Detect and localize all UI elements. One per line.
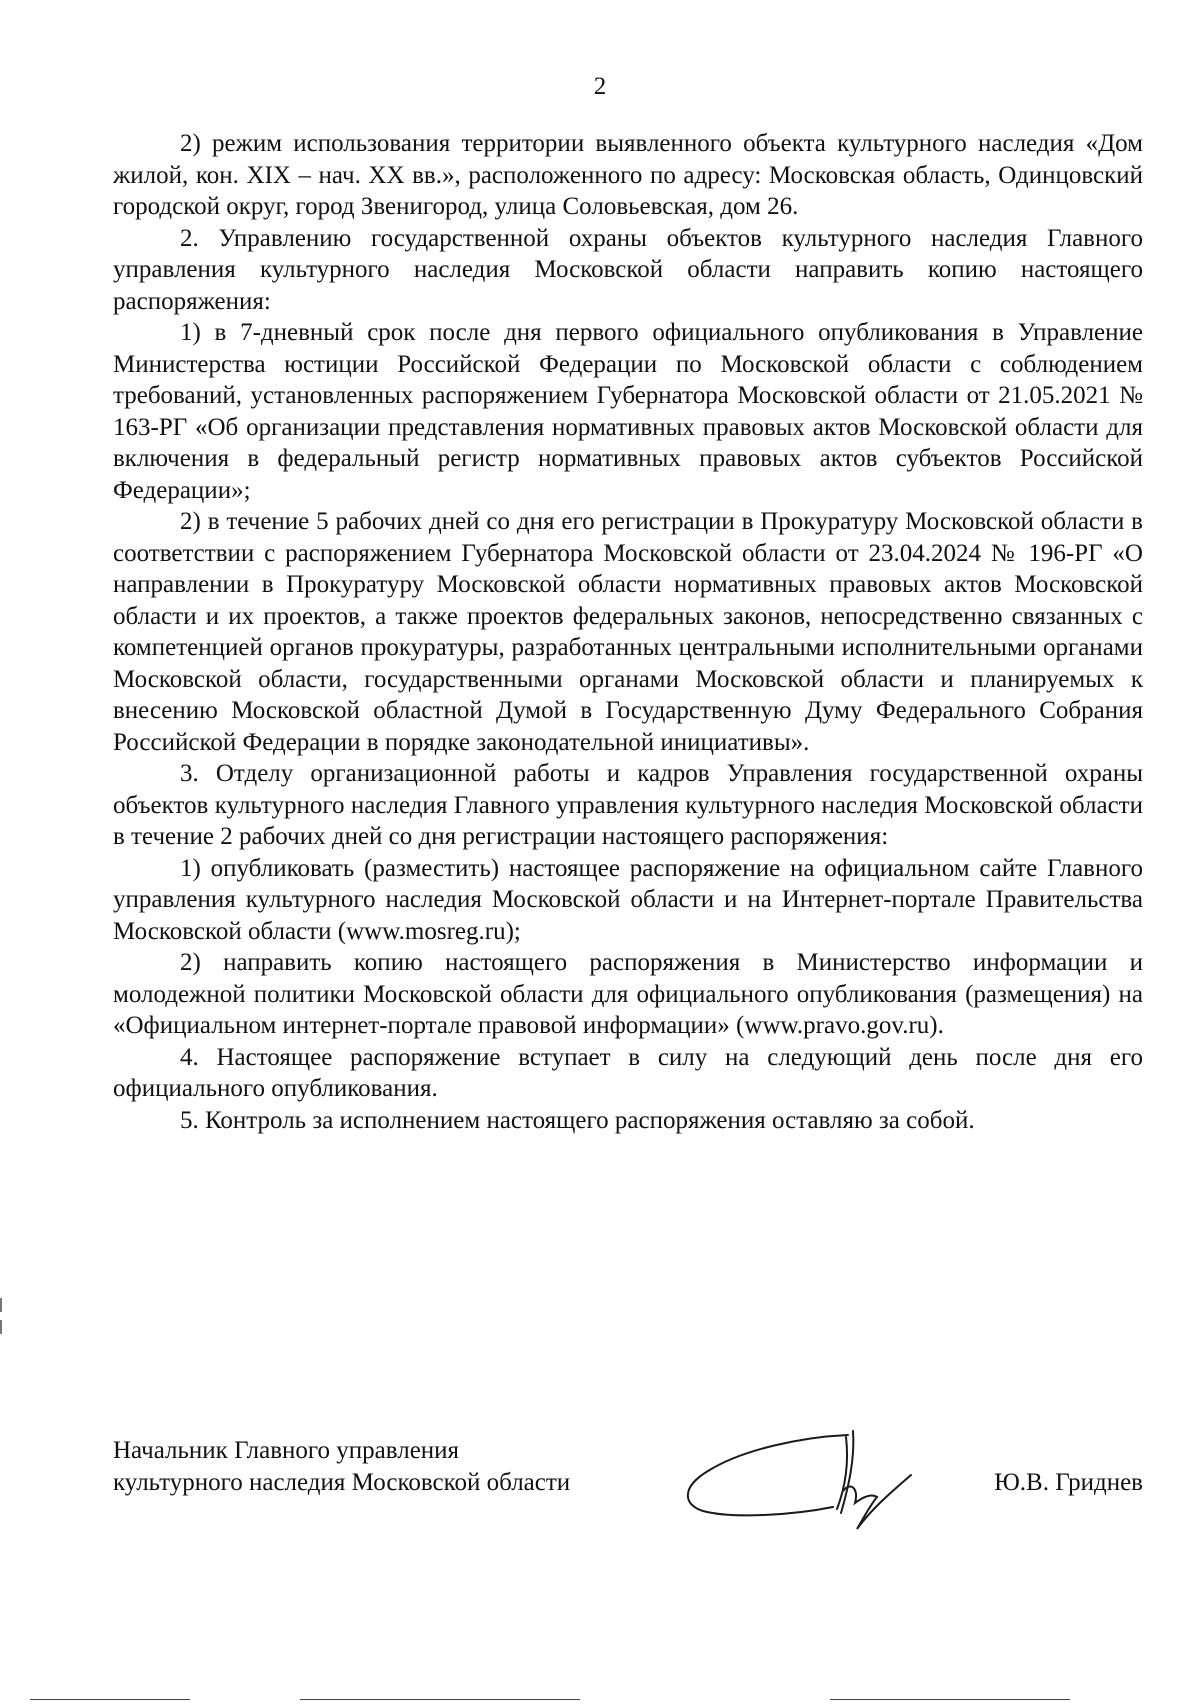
paragraph-clause-2-2: 2) в течение 5 рабочих дней со дня его регистрации в Прокуратуру Московской области в соответствии с распоряжением Губернатора Московской области от 23.04.2024 № 196-РГ «О направлении в Прокуратуру Московской области нормативных правовых актов Московской области и их проектов, а также проектов федеральных законов, непосредственно связанных с компетенцией органов прокуратуры, разработанных центральными исполнительными органами Московской области, государственными органами Московской области и планируемых к внесению Московской областной Думой в Государственную Думу Федерального Собрания Российской Федерации в порядке законодательной инициативы». xyxy=(113,508,1143,756)
signatory-position xyxy=(113,1435,570,1499)
paragraph-clause-3-2: 2) направить копию настоящего распоряжения в Министерство информации и молодежной политики Московской области для официального опубликования (размещения) на «Официальном интернет-портале правовой информации» (www.pravo.gov.ru). xyxy=(113,949,1143,1039)
paragraph-clause-2: 2. Управлению государственной охраны объектов культурного наследия Главного управления культурного наследия Московской области направить копию настоящего распоряжения: xyxy=(113,224,1143,315)
signatory-position-line-1: Начальник Главного управления xyxy=(113,1437,460,1464)
signature-vertical-stroke xyxy=(837,1431,853,1513)
footer-rule-center xyxy=(300,1699,580,1700)
paragraph-clause-4: 4. Настоящее распоряжение вступает в силу на следующий день после дня его официального опубликования. xyxy=(113,1043,1143,1102)
handwritten-signature xyxy=(673,1423,933,1543)
footer-rule-left xyxy=(30,1699,190,1700)
paragraph-clause-3-1: 1) опубликовать (разместить) настоящее распоряжение на официальном сайте Главного управления культурного наследия Московской области и на Интернет-портале Правительства Московской области (www.mosreg.ru); xyxy=(113,854,1143,945)
signature-loop-stroke xyxy=(688,1435,848,1515)
signature-tail-stroke xyxy=(843,1475,911,1529)
paragraph-clause-2-1: 1) в 7-дневный срок после дня первого официального опубликования в Управление Министерства юстиции Российской Федерации по Московской области с соблюдением требований, установленных распоряжением Губернатора Московской области от 21.05.2021 № 163-РГ «Об организации представления нормативных правовых актов Московской области для включения в федеральный регистр нормативных правовых актов субъектов Российской Федерации»; xyxy=(113,319,1143,504)
paragraph-clause-5: 5. Контроль за исполнением настоящего распоряжения оставляю за собой. xyxy=(180,1106,975,1134)
document-body xyxy=(113,128,1143,1136)
margin-tick-mark xyxy=(0,1320,2,1334)
signatory-position-line-2: культурного наследия Московской области xyxy=(113,1469,571,1496)
paragraph-territory-regime: 2) режим использования территории выявленного объекта культурного наследия «Дом жилой, кон. XIX – нач. XX вв.», расположенного по адресу: Московская область, Одинцовский городской округ, город Звенигород, улица Соловьевская, дом 26. xyxy=(113,130,1143,220)
signature-block xyxy=(113,1435,1143,1555)
page-number: 2 xyxy=(593,73,607,100)
footer-rule-right xyxy=(830,1699,1070,1700)
signatory-name: Ю.В. Гриднев xyxy=(994,1469,1143,1496)
margin-tick-mark xyxy=(0,1298,2,1312)
paragraph-clause-3: 3. Отделу организационной работы и кадров Управления государственной охраны объектов культурного наследия Главного управления культурного наследия Московской области в течение 2 рабочих дней со дня регистрации настоящего распоряжения: xyxy=(113,760,1143,850)
